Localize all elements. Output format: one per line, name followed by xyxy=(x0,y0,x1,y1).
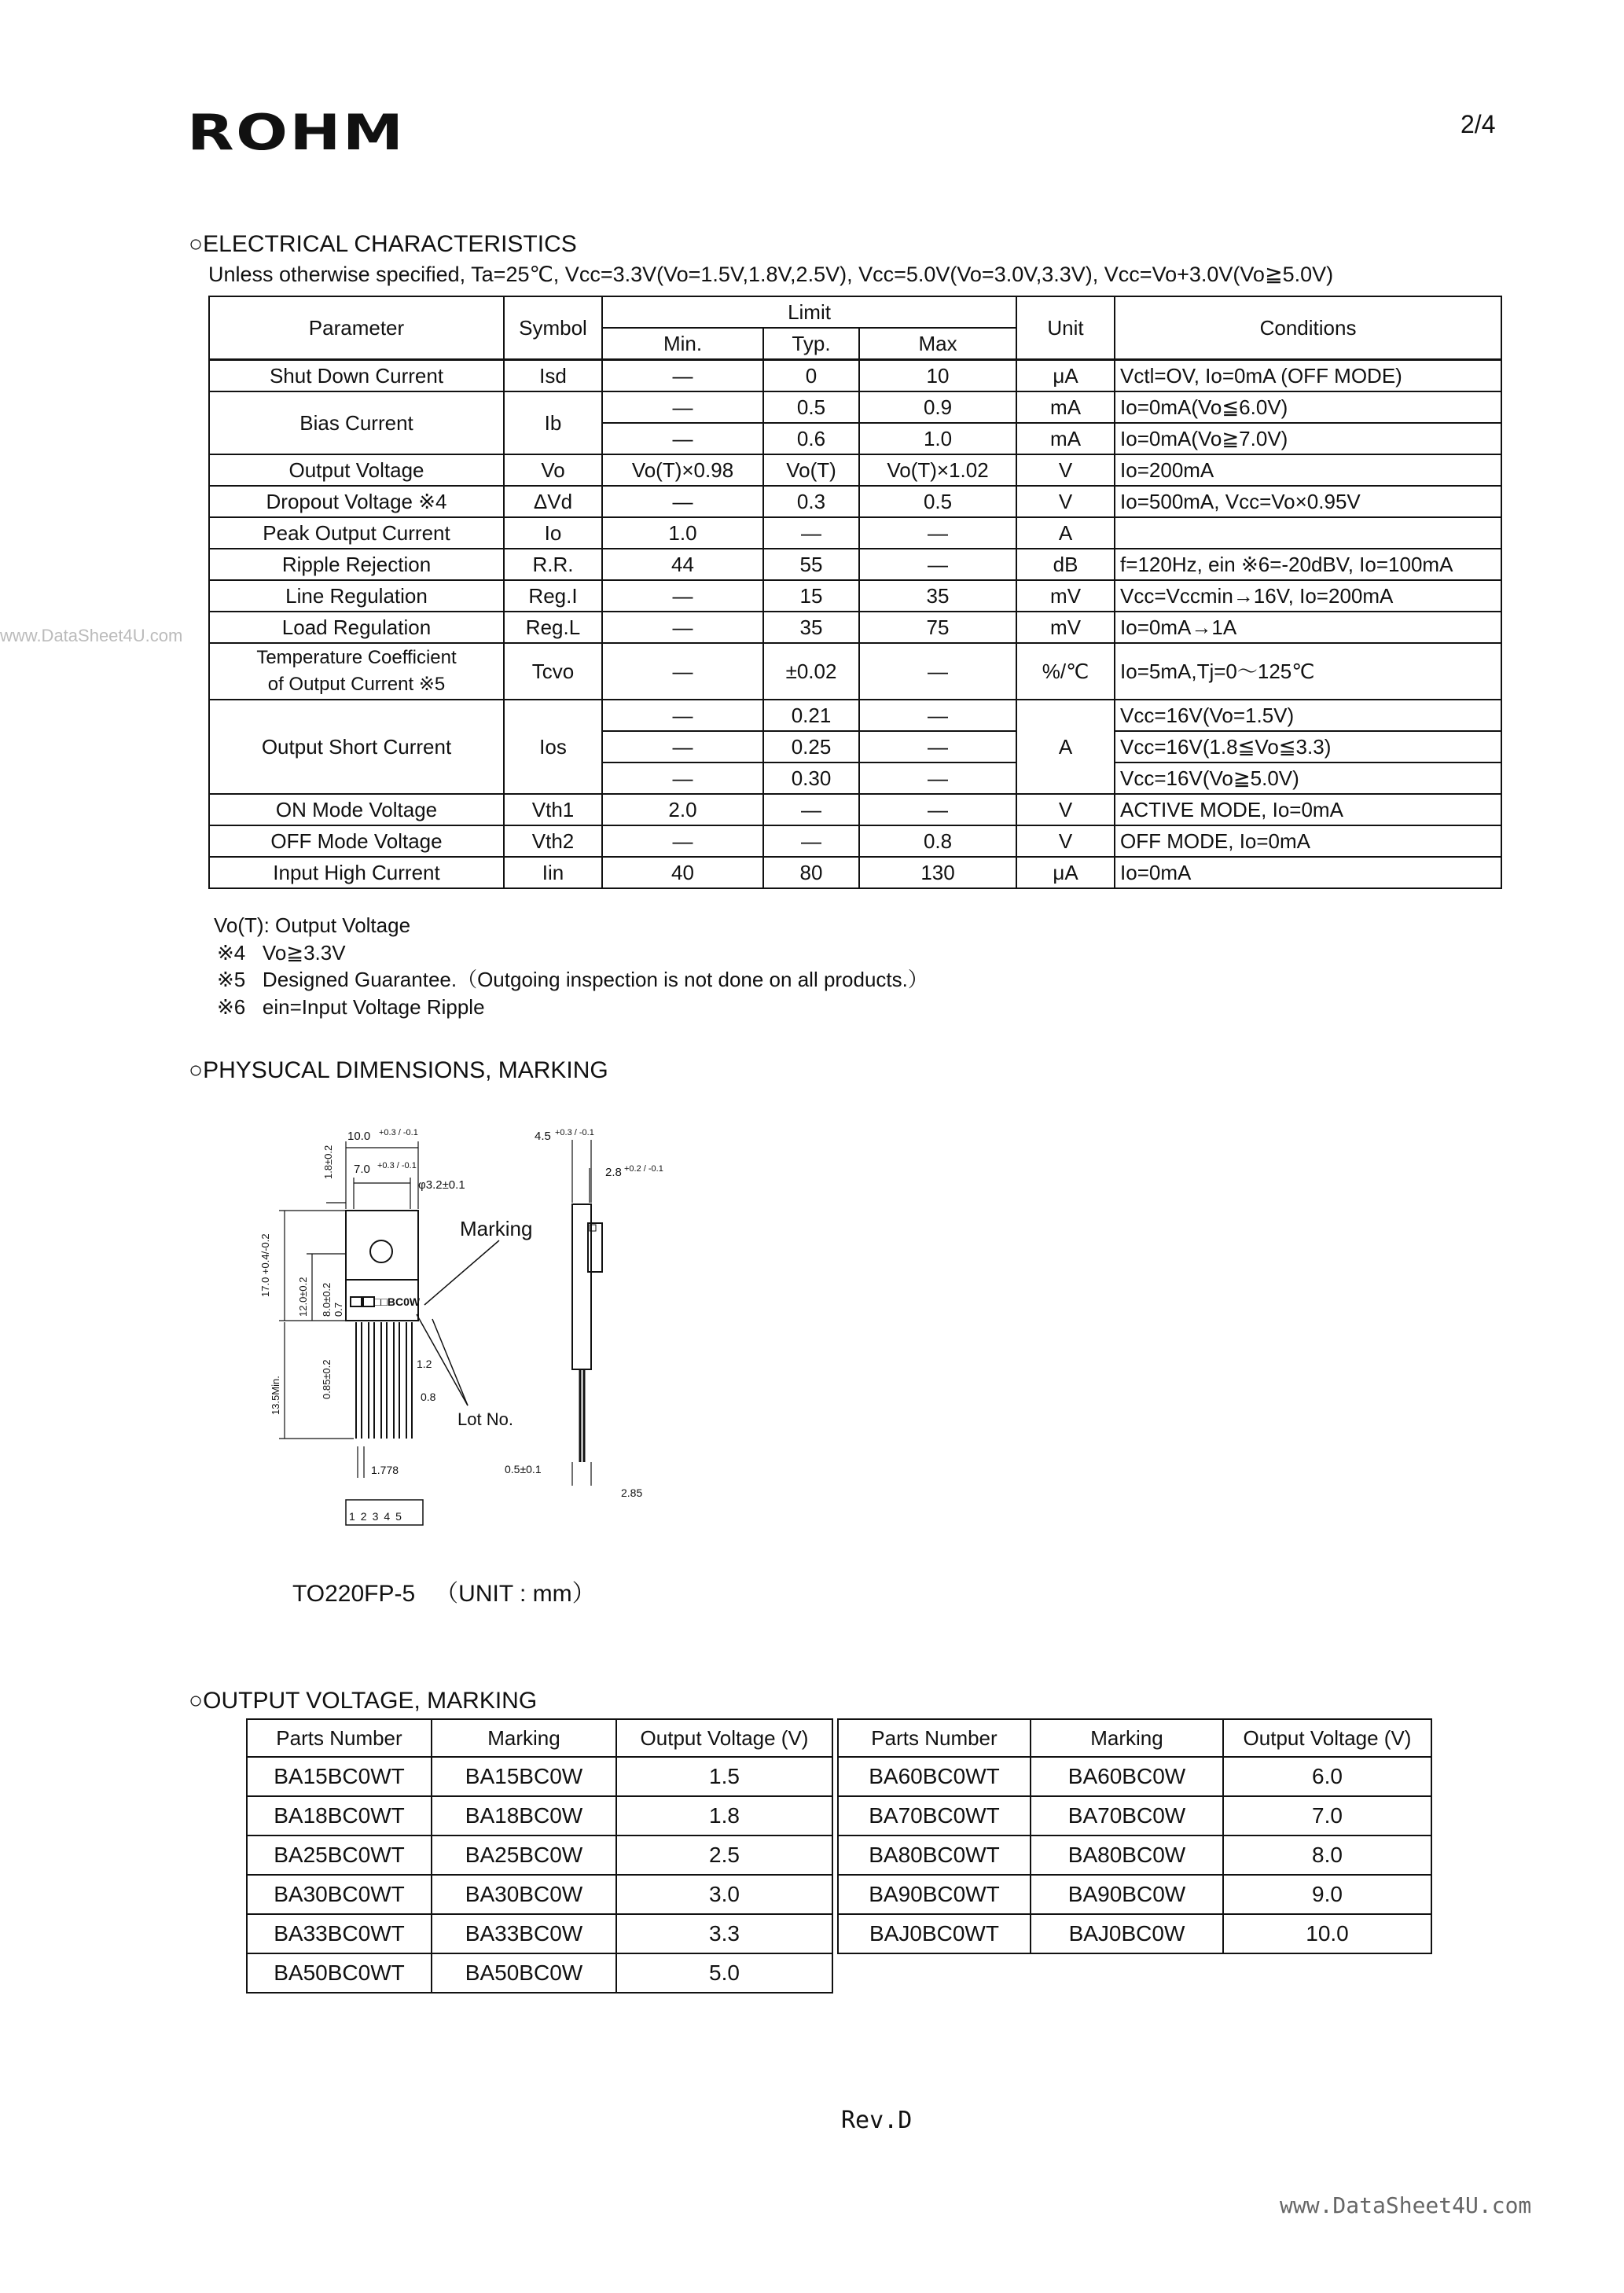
footnote: ※5 Designed Guarantee.（Outgoing inspection is not done on all products.） xyxy=(217,968,928,991)
max-cell: 1.0 xyxy=(859,423,1016,454)
table-row xyxy=(209,612,1501,643)
rohm-logo: ROHM xyxy=(187,104,406,161)
header-max: Max xyxy=(859,328,1016,360)
vout-cell: 1.8 xyxy=(616,1796,832,1836)
conditions-cell: Vcc=16V(1.8≦Vo≦3.3) xyxy=(1115,731,1501,762)
header-parts-number: Parts Number xyxy=(247,1719,432,1757)
package-dimension-drawing xyxy=(197,1116,707,1541)
unit-cell: %/℃ xyxy=(1016,643,1115,700)
dim-0-85: 0.85±0.2 xyxy=(321,1359,333,1399)
electrical-subtitle: Unless otherwise specified, Ta=25℃, Vcc=3.3V(Vo=1.5V,1.8V,2.5V), Vcc=5.0V(Vo=3.0V,3.3V), Vcc=Vo+3.0V(Vo≧5.0V) xyxy=(208,263,1334,286)
dim-0-7: 0.7 xyxy=(333,1302,344,1317)
param-line-1: Temperature Coefficient xyxy=(256,647,457,668)
param-cell: Output Voltage xyxy=(209,454,504,486)
dim-0-8: 0.8 xyxy=(421,1391,436,1403)
footnotes xyxy=(214,912,928,1020)
max-cell: — xyxy=(859,643,1016,700)
param-cell: Bias Current xyxy=(209,391,504,454)
table-row xyxy=(209,643,1501,700)
min-cell: — xyxy=(602,825,763,857)
vout-cell: 5.0 xyxy=(616,1953,832,1993)
typ-cell: 35 xyxy=(763,612,859,643)
symbol-cell: Iin xyxy=(504,857,602,888)
conditions-cell: OFF MODE, Io=0mA xyxy=(1115,825,1501,857)
pitch-dimension-lines xyxy=(358,1446,364,1478)
header-min: Min. xyxy=(602,328,763,360)
marking-cell: BA30BC0W xyxy=(432,1875,616,1914)
table-header-row xyxy=(838,1719,1431,1757)
symbol-cell: ΔVd xyxy=(504,486,602,517)
table-row xyxy=(838,1796,1431,1836)
param-cell: Shut Down Current xyxy=(209,360,504,392)
table-row xyxy=(209,486,1501,517)
marking-cell: BA50BC0W xyxy=(432,1953,616,1993)
marking-callout: Marking xyxy=(460,1217,533,1240)
typ-cell: 0.25 xyxy=(763,731,859,762)
table-row xyxy=(838,1757,1431,1796)
min-cell: 40 xyxy=(602,857,763,888)
dim-4-5: 4.5 xyxy=(535,1130,551,1143)
max-cell: 0.9 xyxy=(859,391,1016,423)
table-row xyxy=(247,1796,832,1836)
min-cell: — xyxy=(602,360,763,392)
param-cell: Line Regulation xyxy=(209,580,504,612)
typ-cell: 0.5 xyxy=(763,391,859,423)
min-cell: — xyxy=(602,423,763,454)
marking-cell: BAJ0BC0W xyxy=(1031,1914,1223,1953)
unit-cell: A xyxy=(1016,700,1115,794)
typ-cell: 0.3 xyxy=(763,486,859,517)
vout-cell: 10.0 xyxy=(1223,1914,1431,1953)
unit-cell: V xyxy=(1016,825,1115,857)
table-row xyxy=(209,391,1501,423)
header-typ: Typ. xyxy=(763,328,859,360)
symbol-cell: Tcvo xyxy=(504,643,602,700)
unit-cell: V xyxy=(1016,454,1115,486)
vout-cell: 6.0 xyxy=(1223,1757,1431,1796)
param-cell: Load Regulation xyxy=(209,612,504,643)
lot-callout: Lot No. xyxy=(457,1409,513,1429)
typ-cell: 0.21 xyxy=(763,700,859,731)
unit-cell: dB xyxy=(1016,549,1115,580)
max-cell: Vo(T)×1.02 xyxy=(859,454,1016,486)
conditions-cell: Vctl=OV, Io=0mA (OFF MODE) xyxy=(1115,360,1501,392)
typ-cell: 0.30 xyxy=(763,762,859,794)
marking-cell: BA33BC0W xyxy=(432,1914,616,1953)
conditions-cell: Vcc=Vccmin→16V, Io=200mA xyxy=(1115,580,1501,612)
part-cell: BA18BC0WT xyxy=(247,1796,432,1836)
conditions-cell: Vcc=16V(Vo=1.5V) xyxy=(1115,700,1501,731)
footnote: ※4 Vo≧3.3V xyxy=(217,940,346,965)
marking-leader-line xyxy=(424,1240,499,1305)
marking-cell: BA90BC0W xyxy=(1031,1875,1223,1914)
table-row xyxy=(209,549,1501,580)
conditions-cell: Io=0mA→1A xyxy=(1115,612,1501,643)
dim-width-10: 10.0 xyxy=(347,1130,371,1143)
dim-12: 12.0±0.2 xyxy=(297,1277,309,1317)
package-front-view xyxy=(346,1211,418,1439)
header-output-voltage: Output Voltage (V) xyxy=(1223,1719,1431,1757)
typ-cell: — xyxy=(763,825,859,857)
header-conditions: Conditions xyxy=(1115,296,1501,360)
max-cell: — xyxy=(859,517,1016,549)
chip-marking-label: □□BC0W xyxy=(374,1295,421,1308)
part-cell: BA70BC0WT xyxy=(838,1796,1031,1836)
part-cell: BA50BC0WT xyxy=(247,1953,432,1993)
max-cell: 130 xyxy=(859,857,1016,888)
dim-2-8-tol: +0.2 / -0.1 xyxy=(624,1164,663,1174)
table-row xyxy=(838,1875,1431,1914)
table-row xyxy=(247,1953,832,1993)
max-cell: — xyxy=(859,762,1016,794)
header-marking: Marking xyxy=(432,1719,616,1757)
symbol-cell: Ib xyxy=(504,391,602,454)
bottom-watermark-link[interactable]: www.DataSheet4U.com xyxy=(1280,2192,1532,2218)
typ-cell: 55 xyxy=(763,549,859,580)
dim-1-8: 1.8±0.2 xyxy=(322,1145,334,1179)
dim-8: 8.0±0.2 xyxy=(321,1282,333,1317)
typ-cell: 80 xyxy=(763,857,859,888)
min-cell: — xyxy=(602,762,763,794)
unit-cell: mV xyxy=(1016,612,1115,643)
typ-cell: ±0.02 xyxy=(763,643,859,700)
header-parts-number: Parts Number xyxy=(838,1719,1031,1757)
dim-13-5: 13.5Min. xyxy=(270,1376,281,1415)
typ-cell: 15 xyxy=(763,580,859,612)
conditions-cell: Vcc=16V(Vo≧5.0V) xyxy=(1115,762,1501,794)
footnote: ※6 ein=Input Voltage Ripple xyxy=(217,994,485,1019)
vout-cell: 3.0 xyxy=(616,1875,832,1914)
vout-cell: 7.0 xyxy=(1223,1796,1431,1836)
side-dimension-lines xyxy=(572,1140,591,1486)
unit-cell: A xyxy=(1016,517,1115,549)
unit-cell: mA xyxy=(1016,423,1115,454)
symbol-cell: Vth2 xyxy=(504,825,602,857)
output-voltage-table-left xyxy=(246,1718,833,1994)
table-row xyxy=(209,580,1501,612)
unit-cell: μA xyxy=(1016,857,1115,888)
vout-cell: 2.5 xyxy=(616,1836,832,1875)
dim-width-10-tol: +0.3 / -0.1 xyxy=(379,1128,418,1137)
electrical-heading: ○ELECTRICAL CHARACTERISTICS xyxy=(189,231,577,257)
param-cell: Ripple Rejection xyxy=(209,549,504,580)
table-row xyxy=(209,360,1501,392)
part-cell: BA80BC0WT xyxy=(838,1836,1031,1875)
symbol-cell: Reg.I xyxy=(504,580,602,612)
table-row xyxy=(209,825,1501,857)
marking-cell: BA25BC0W xyxy=(432,1836,616,1875)
max-cell: — xyxy=(859,794,1016,825)
table-row xyxy=(209,857,1501,888)
dim-hole: φ3.2±0.1 xyxy=(418,1178,465,1192)
dim-2-85: 2.85 xyxy=(621,1486,643,1499)
table-row xyxy=(209,700,1501,731)
min-cell: 1.0 xyxy=(602,517,763,549)
conditions-cell: Io=0mA(Vo≧7.0V) xyxy=(1115,423,1501,454)
max-cell: 0.8 xyxy=(859,825,1016,857)
min-cell: — xyxy=(602,486,763,517)
unit-cell: mA xyxy=(1016,391,1115,423)
table-header-row xyxy=(209,296,1501,328)
max-cell: 10 xyxy=(859,360,1016,392)
output-voltage-table-right xyxy=(837,1718,1432,1954)
min-cell: Vo(T)×0.98 xyxy=(602,454,763,486)
max-cell: — xyxy=(859,700,1016,731)
symbol-cell: Ios xyxy=(504,700,602,794)
table-row xyxy=(209,517,1501,549)
param-cell: Peak Output Current xyxy=(209,517,504,549)
table-row xyxy=(838,1836,1431,1875)
left-dimension-lines xyxy=(279,1203,354,1439)
part-cell: BA90BC0WT xyxy=(838,1875,1031,1914)
table-row xyxy=(247,1875,832,1914)
dim-2-8: 2.8 xyxy=(605,1166,622,1179)
conditions-cell: f=120Hz, ein ※6=-20dBV, Io=100mA xyxy=(1115,549,1501,580)
marking-cell: BA15BC0W xyxy=(432,1757,616,1796)
symbol-cell: Io xyxy=(504,517,602,549)
footnote: Vo(T): Output Voltage xyxy=(214,913,411,937)
unit-cell: V xyxy=(1016,486,1115,517)
part-cell: BAJ0BC0WT xyxy=(838,1914,1031,1953)
part-cell: BA25BC0WT xyxy=(247,1836,432,1875)
conditions-cell: Io=5mA,Tj=0～125℃ xyxy=(1115,643,1501,700)
typ-cell: Vo(T) xyxy=(763,454,859,486)
part-cell: BA33BC0WT xyxy=(247,1914,432,1953)
symbol-cell: R.R. xyxy=(504,549,602,580)
table-row xyxy=(209,454,1501,486)
typ-cell: 0 xyxy=(763,360,859,392)
min-cell: — xyxy=(602,643,763,700)
pin-numbers: 12345 xyxy=(349,1510,407,1523)
param-cell: Input High Current xyxy=(209,857,504,888)
param-cell: ON Mode Voltage xyxy=(209,794,504,825)
vout-cell: 8.0 xyxy=(1223,1836,1431,1875)
max-cell: 0.5 xyxy=(859,486,1016,517)
conditions-cell: Io=500mA, Vcc=Vo×0.95V xyxy=(1115,486,1501,517)
header-symbol: Symbol xyxy=(504,296,602,360)
symbol-cell: Isd xyxy=(504,360,602,392)
min-cell: 2.0 xyxy=(602,794,763,825)
param-cell: Dropout Voltage ※4 xyxy=(209,486,504,517)
conditions-cell: Io=200mA xyxy=(1115,454,1501,486)
dim-width-7-tol: +0.3 / -0.1 xyxy=(377,1161,417,1170)
dim-pitch: 1.778 xyxy=(371,1464,399,1476)
part-cell: BA15BC0WT xyxy=(247,1757,432,1796)
side-watermark: www.DataSheet4U.com xyxy=(0,626,183,645)
header-limit: Limit xyxy=(602,296,1016,328)
symbol-cell: Reg.L xyxy=(504,612,602,643)
vout-cell: 9.0 xyxy=(1223,1875,1431,1914)
vout-cell: 1.5 xyxy=(616,1757,832,1796)
unit-cell: μA xyxy=(1016,360,1115,392)
param-line-2: of Output Current ※5 xyxy=(267,674,446,695)
min-cell: — xyxy=(602,612,763,643)
unit-cell: mV xyxy=(1016,580,1115,612)
typ-cell: — xyxy=(763,517,859,549)
table-row xyxy=(247,1836,832,1875)
header-marking: Marking xyxy=(1031,1719,1223,1757)
conditions-cell xyxy=(1115,517,1501,549)
min-cell: — xyxy=(602,391,763,423)
conditions-cell: ACTIVE MODE, Io=0mA xyxy=(1115,794,1501,825)
physical-heading: ○PHYSUCAL DIMENSIONS, MARKING xyxy=(189,1057,608,1083)
max-cell: 35 xyxy=(859,580,1016,612)
typ-cell: — xyxy=(763,794,859,825)
typ-cell: 0.6 xyxy=(763,423,859,454)
dim-width-7: 7.0 xyxy=(354,1163,370,1176)
revision-label: Rev.D xyxy=(841,2107,913,2134)
max-cell: — xyxy=(859,731,1016,762)
package-side-view xyxy=(572,1204,602,1462)
table-row xyxy=(247,1914,832,1953)
dim-17: 17.0 +0.4/-0.2 xyxy=(259,1233,271,1297)
vout-cell: 3.3 xyxy=(616,1914,832,1953)
unit-cell: V xyxy=(1016,794,1115,825)
min-cell: 44 xyxy=(602,549,763,580)
part-cell: BA60BC0WT xyxy=(838,1757,1031,1796)
min-cell: — xyxy=(602,731,763,762)
symbol-cell: Vo xyxy=(504,454,602,486)
dim-4-5-tol: +0.3 / -0.1 xyxy=(555,1128,594,1137)
min-cell: — xyxy=(602,700,763,731)
marking-cell: BA60BC0W xyxy=(1031,1757,1223,1796)
conditions-cell: Io=0mA(Vo≦6.0V) xyxy=(1115,391,1501,423)
electrical-characteristics-table xyxy=(208,296,1502,889)
marking-cell: BA18BC0W xyxy=(432,1796,616,1836)
header-parameter: Parameter xyxy=(209,296,504,360)
lot-leader-line xyxy=(432,1319,468,1406)
header-unit: Unit xyxy=(1016,296,1115,360)
table-header-row xyxy=(247,1719,832,1757)
conditions-cell: Io=0mA xyxy=(1115,857,1501,888)
min-cell: — xyxy=(602,580,763,612)
table-row xyxy=(247,1757,832,1796)
max-cell: — xyxy=(859,549,1016,580)
table-row xyxy=(838,1914,1431,1953)
marking-cell: BA70BC0W xyxy=(1031,1796,1223,1836)
dim-lead-thickness: 0.5±0.1 xyxy=(505,1463,542,1475)
header-output-voltage: Output Voltage (V) xyxy=(616,1719,832,1757)
table-row xyxy=(209,794,1501,825)
marking-cell: BA80BC0W xyxy=(1031,1836,1223,1875)
max-cell: 75 xyxy=(859,612,1016,643)
param-cell xyxy=(209,643,504,700)
package-caption: TO220FP-5 （UNIT : mm） xyxy=(292,1581,596,1607)
param-cell: OFF Mode Voltage xyxy=(209,825,504,857)
dim-1-2: 1.2 xyxy=(417,1358,432,1370)
part-cell: BA30BC0WT xyxy=(247,1875,432,1914)
page-number: 2/4 xyxy=(1460,110,1496,138)
param-cell: Output Short Current xyxy=(209,700,504,794)
output-heading: ○OUTPUT VOLTAGE, MARKING xyxy=(189,1688,538,1714)
symbol-cell: Vth1 xyxy=(504,794,602,825)
